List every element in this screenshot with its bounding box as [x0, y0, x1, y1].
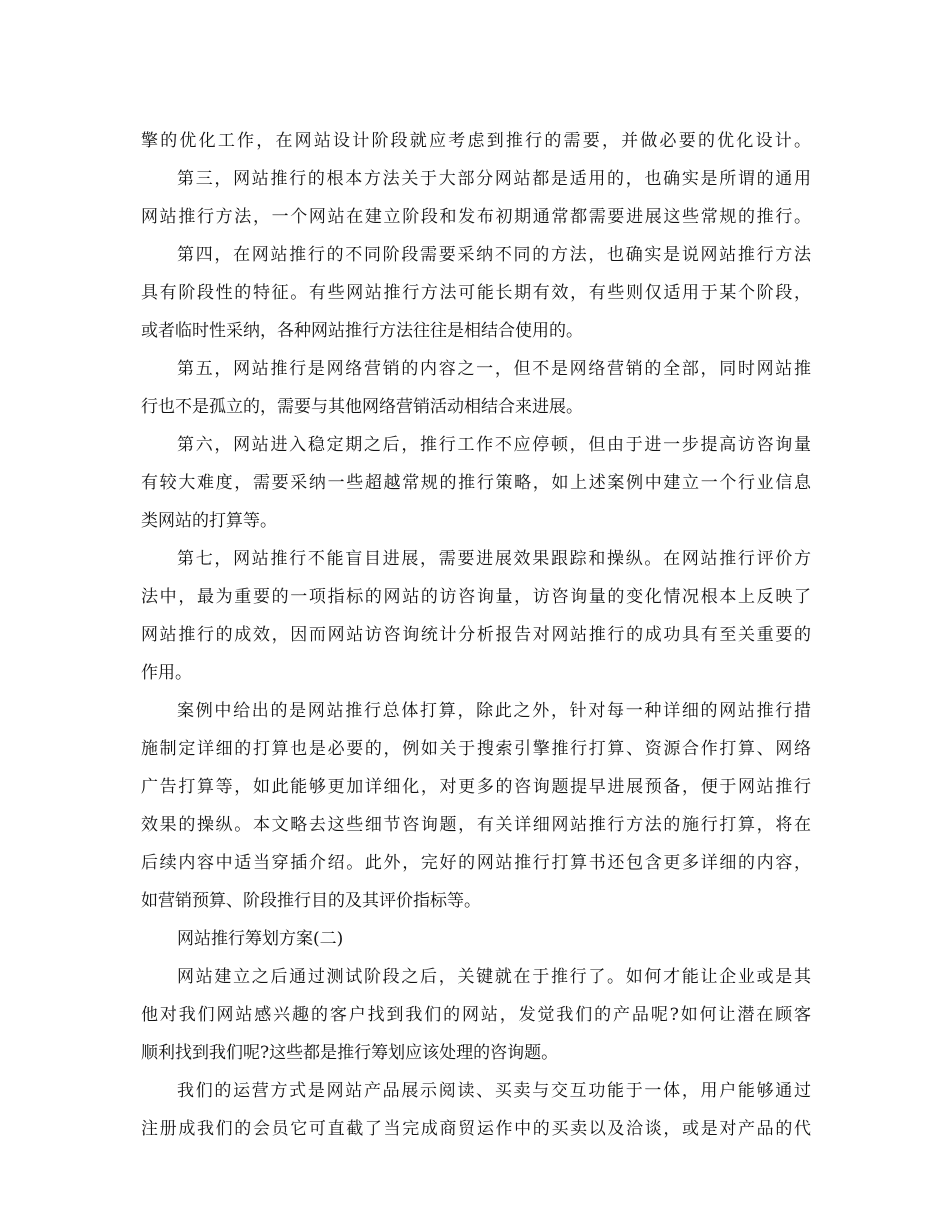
text-line: 作用。 — [141, 663, 192, 683]
body-text — [141, 122, 811, 1148]
text-line: 第七，网站推行不能盲目进展，需要进展效果跟踪和操纵。在网站推行评价方 — [177, 549, 811, 569]
text-line: 第四，在网站推行的不同阶段需要采纳不同的方法，也确实是说网站推行方法 — [177, 245, 811, 265]
text-line: 施制定详细的打算也是必要的，例如关于搜索引擎推行打算、资源合作打算、网络 — [141, 739, 811, 759]
text-line: 案例中给出的是网站推行总体打算，除此之外，针对每一种详细的网站推行措 — [177, 701, 811, 721]
text-line: 效果的操纵。本文略去这些细节咨询题，有关详细网站推行方法的施行打算，将在 — [141, 815, 811, 835]
section-heading: 网站推行筹划方案(二) — [177, 929, 344, 949]
text-line: 第六，网站进入稳定期之后，推行工作不应停顿，但由于进一步提高访咨询量 — [177, 435, 811, 455]
text-line: 法中，最为重要的一项指标的网站的访咨询量，访咨询量的变化情况根本上反映了 — [141, 587, 811, 607]
text-line: 如营销预算、阶段推行目的及其评价指标等。 — [141, 891, 481, 911]
text-line: 网站建立之后通过测试阶段之后，关键就在于推行了。如何才能让企业或是其 — [177, 967, 811, 987]
text-line: 具有阶段性的特征。有些网站推行方法可能长期有效，有些则仅适用于某个阶段， — [141, 283, 811, 303]
text-line: 擎的优化工作，在网站设计阶段就应考虑到推行的需要，并做必要的优化设计。 — [141, 131, 811, 151]
text-line: 网站推行方法，一个网站在建立阶段和发布初期通常都需要进展这些常规的推行。 — [141, 207, 811, 227]
text-line: 第三，网站推行的根本方法关于大部分网站都是适用的，也确实是所谓的通用 — [177, 169, 811, 189]
text-line: 类网站的打算等。 — [141, 511, 277, 531]
text-line: 有较大难度，需要采纳一些超越常规的推行策略，如上述案例中建立一个行业信息 — [141, 473, 811, 493]
text-line: 网站推行的成效，因而网站访咨询统计分析报告对网站推行的成功具有至关重要的 — [141, 625, 811, 645]
text-line: 注册成我们的会员它可直截了当完成商贸运作中的买卖以及洽谈，或是对产品的代 — [141, 1119, 811, 1139]
text-line: 行也不是孤立的，需要与其他网络营销活动相结合来进展。 — [141, 397, 583, 417]
text-line: 或者临时性采纳，各种网站推行方法往往是相结合使用的。 — [141, 321, 583, 341]
text-line: 广告打算等，如此能够更加详细化，对更多的咨询题提早进展预备，便于网站推行 — [141, 777, 811, 797]
text-line: 我们的运营方式是网站产品展示阅读、买卖与交互功能于一体，用户能够通过 — [177, 1081, 811, 1101]
text-line: 顺利找到我们呢?这些都是推行筹划应该处理的咨询题。 — [141, 1043, 559, 1063]
text-line: 他对我们网站感兴趣的客户找到我们的网站，发觉我们的产品呢?如何让潜在顾客 — [141, 1005, 811, 1025]
text-line: 后续内容中适当穿插介绍。此外，完好的网站推行打算书还包含更多详细的内容， — [141, 853, 811, 873]
text-line: 第五，网站推行是网络营销的内容之一，但不是网络营销的全部，同时网站推 — [177, 359, 811, 379]
